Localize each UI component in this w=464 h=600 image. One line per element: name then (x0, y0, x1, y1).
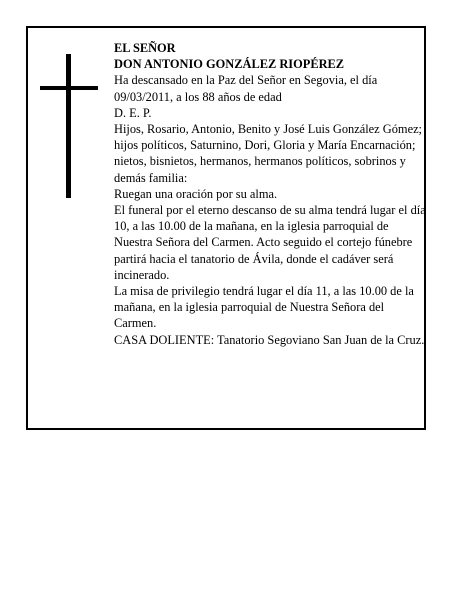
prayer-request: Ruegan una oración por su alma. (114, 186, 278, 201)
cross-icon (40, 54, 98, 198)
cross-vertical-bar (66, 54, 71, 198)
mass-details: La misa de privilegio tendrá lugar el día 11, a las 10.00 de la mañana, en la iglesia parroquial de Nuestra Señora del Carmen. (114, 284, 414, 331)
cross-horizontal-bar (40, 86, 98, 90)
death-announcement: Ha descansado en la Paz del Señor en Segovia, el día 09/03/2011, a los 88 años de edad (114, 73, 378, 104)
notice-text (114, 40, 426, 348)
family-list: Hijos, Rosario, Antonio, Benito y José Luis González Gómez; hijos políticos, Saturnino, Dori, Gloria y María Encarnación; nietos, bisnietos, hermanos, hermanos políticos, sobrinos y demás familia: (114, 122, 423, 185)
obituary-notice (26, 26, 426, 430)
heading-title: EL SEÑOR (114, 41, 176, 55)
deceased-name: DON ANTONIO GONZÁLEZ RIOPÉREZ (114, 57, 345, 72)
funeral-details: El funeral por el eterno descanso de su alma tendrá lugar el día 10, a las 10.00 de la mañana, en la iglesia parroquial de Nuestra Señora del Carmen. Acto seguido el cortejo fúnebre partirá hacia el tanatorio de Ávila, donde el cadáver será incinerado. (114, 203, 426, 282)
mourning-house: CASA DOLIENTE: Tanatorio Segoviano San Juan de la Cruz. (114, 332, 425, 347)
dep-line: D. E. P. (114, 105, 152, 120)
